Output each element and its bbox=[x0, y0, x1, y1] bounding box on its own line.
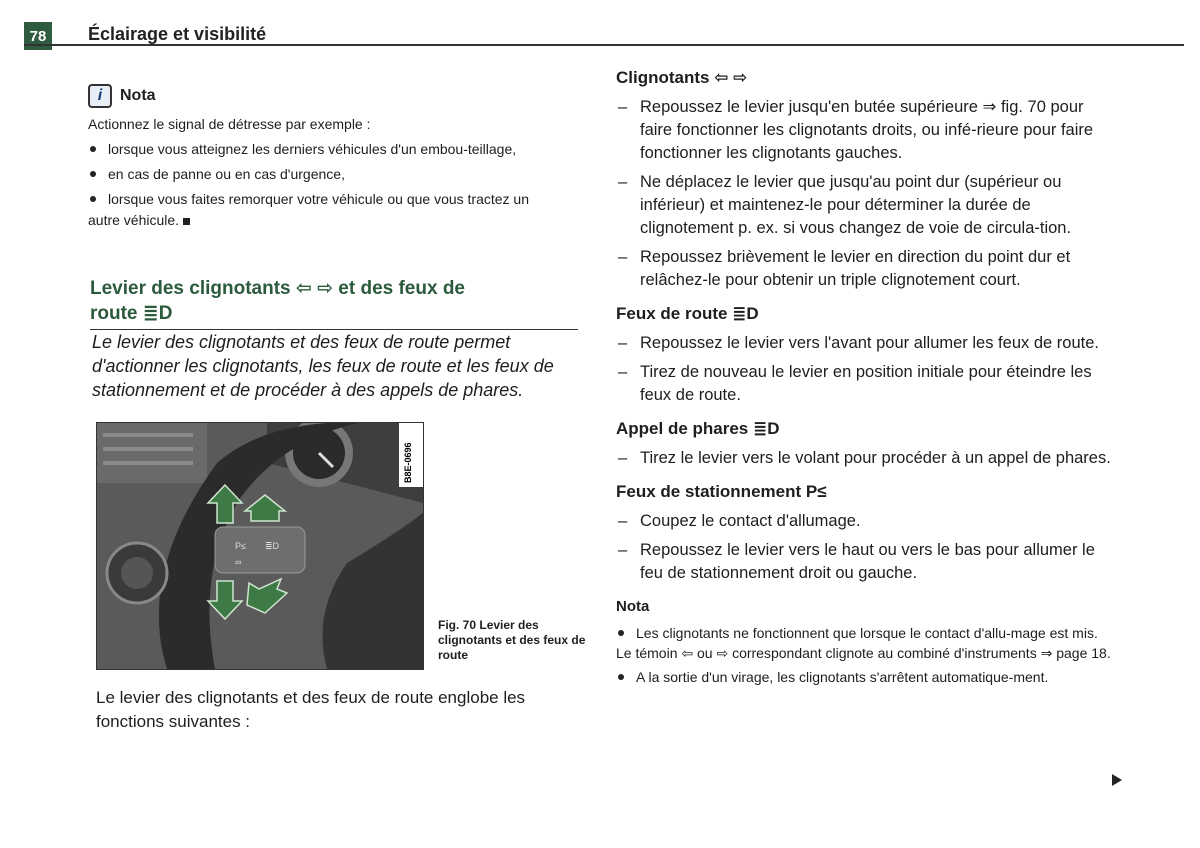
bullet-dot-icon bbox=[90, 171, 96, 177]
stationnement-heading: Feux de stationnement P≤ bbox=[616, 482, 827, 501]
clignotants-item-text: Repoussez le levier jusqu'en butée supérieure ⇒ fig. 70 pour faire fonctionner les clignotants droits, ou infé-rieure pour faire fonctionner les clignotants gauches. bbox=[640, 98, 1094, 162]
clignotants-item: – Ne déplacez le levier que jusqu'au point dur (supérieur ou inférieur) et maintenez-le pour déterminer la durée de clignotement p. ex. si vous changez de voie de circula-tion. bbox=[618, 173, 1072, 237]
stationnement-item-text: Repoussez le levier vers le haut ou vers le bas pour allumer le feu de stationnement droit ou gauche. bbox=[640, 541, 1095, 582]
clignotants-heading: Clignotants ⇦ ⇨ bbox=[616, 68, 748, 87]
lever-illustration bbox=[97, 423, 423, 669]
bullet-dot-icon bbox=[90, 146, 96, 152]
header-rule bbox=[24, 44, 1184, 46]
clignotants-item: – Repoussez le levier jusqu'en butée supérieure ⇒ fig. 70 pour faire fonctionner les clignotants droits, ou infé-rieure pour faire fonctionner les clignotants gauches. bbox=[618, 98, 1094, 162]
nota-left-bullet bbox=[88, 164, 558, 185]
nota-right-item bbox=[616, 623, 1116, 663]
nota-left-heading bbox=[88, 84, 558, 108]
stationnement-item-text: Coupez le contact d'allumage. bbox=[640, 512, 861, 530]
clignotants-item: – Repoussez brièvement le levier en direction du point dur et relâchez-le pour obtenir un triple clignotement court. bbox=[618, 248, 1071, 289]
nota-left-bullet bbox=[88, 139, 558, 160]
svg-text:≣D: ≣D bbox=[265, 541, 280, 551]
clignotants-item-text: Ne déplacez le levier que jusqu'au point dur (supérieur ou inférieur) et maintenez-le pour déterminer la durée de clignotement p. ex. si vous changez de voie de circula-tion. bbox=[640, 173, 1072, 237]
nota-right-heading: Nota bbox=[616, 598, 650, 615]
end-mark-icon bbox=[183, 218, 190, 225]
appel-heading: Appel de phares ≣D bbox=[616, 419, 780, 438]
nota-right-item-text: A la sortie d'un virage, les clignotants s'arrêtent automatique-ment. bbox=[636, 669, 1049, 685]
appel-item-text: Tirez le levier vers le volant pour procéder à un appel de phares. bbox=[640, 449, 1111, 467]
feux-route-item: – Repoussez le levier vers l'avant pour allumer les feux de route. bbox=[618, 334, 1099, 352]
section-intro: Le levier des clignotants et des feux de route permet d'actionner les clignotants, les feux de route et les feux de stationnement et de procéder à des appels de phares. bbox=[92, 332, 554, 400]
nota-right-item-text: Les clignotants ne fonctionnent que lorsque le contact d'allu-mage est mis. Le témoin ⇦ ou ⇨ correspondant clignote au combiné d'instruments ⇒ page 18. bbox=[616, 625, 1111, 661]
page-number: 78 bbox=[24, 22, 52, 50]
section-title-line2: route ≣D bbox=[90, 303, 173, 324]
nota-left-intro: Actionnez le signal de détresse par exemple : bbox=[88, 116, 371, 132]
bullet-dot-icon bbox=[618, 674, 624, 680]
bullet-dot-icon bbox=[90, 196, 96, 202]
clignotants-item-text: Repoussez brièvement le levier en direction du point dur et relâchez-le pour obtenir un triple clignotement court. bbox=[640, 248, 1071, 289]
appel-item: – Tirez le levier vers le volant pour procéder à un appel de phares. bbox=[618, 449, 1111, 467]
section-body: Le levier des clignotants et des feux de route englobe les fonctions suivantes : bbox=[96, 688, 526, 731]
figure-code: B8E-0696 bbox=[403, 442, 413, 483]
feux-route-item: – Tirez de nouveau le levier en position initiale pour éteindre les feux de route. bbox=[618, 363, 1092, 404]
feux-route-heading: Feux de route ≣D bbox=[616, 304, 759, 323]
figure-turn-signal-lever bbox=[96, 422, 424, 670]
section-title-line1: Levier des clignotants ⇦ ⇨ et des feux de bbox=[90, 278, 465, 299]
nota-left-bullet-text: lorsque vous atteignez les derniers véhicules d'un embou-teillage, bbox=[108, 141, 517, 157]
svg-text:P≤: P≤ bbox=[235, 541, 246, 551]
nota-left bbox=[88, 84, 558, 231]
section-title bbox=[90, 276, 578, 330]
nota-left-bullet bbox=[88, 189, 558, 231]
continue-arrow-icon bbox=[1112, 774, 1122, 786]
stationnement-item: – Repoussez le levier vers le haut ou vers le bas pour allumer le feu de stationnement droit ou gauche. bbox=[618, 541, 1095, 582]
info-icon: i bbox=[88, 84, 112, 108]
figure-caption bbox=[438, 618, 588, 663]
nota-left-bullet-text: en cas de panne ou en cas d'urgence, bbox=[108, 166, 345, 182]
figure-caption-text: Levier des clignotants et des feux de route bbox=[438, 618, 586, 662]
running-title: Éclairage et visibilité bbox=[88, 24, 267, 44]
nota-right-item bbox=[616, 667, 1116, 687]
bullet-dot-icon bbox=[618, 630, 624, 636]
right-column bbox=[616, 66, 1116, 687]
nota-left-bullet-text: lorsque vous faites remorquer votre véhicule ou que vous tractez un autre véhicule. bbox=[88, 191, 530, 228]
nota-left-title: Nota bbox=[120, 87, 156, 104]
figure-label: Fig. 70 bbox=[438, 618, 477, 632]
stationnement-item: – Coupez le contact d'allumage. bbox=[618, 512, 861, 530]
feux-route-item-text: Repoussez le levier vers l'avant pour allumer les feux de route. bbox=[640, 334, 1099, 352]
svg-text:∞: ∞ bbox=[235, 557, 242, 567]
feux-route-item-text: Tirez de nouveau le levier en position initiale pour éteindre les feux de route. bbox=[640, 363, 1092, 404]
